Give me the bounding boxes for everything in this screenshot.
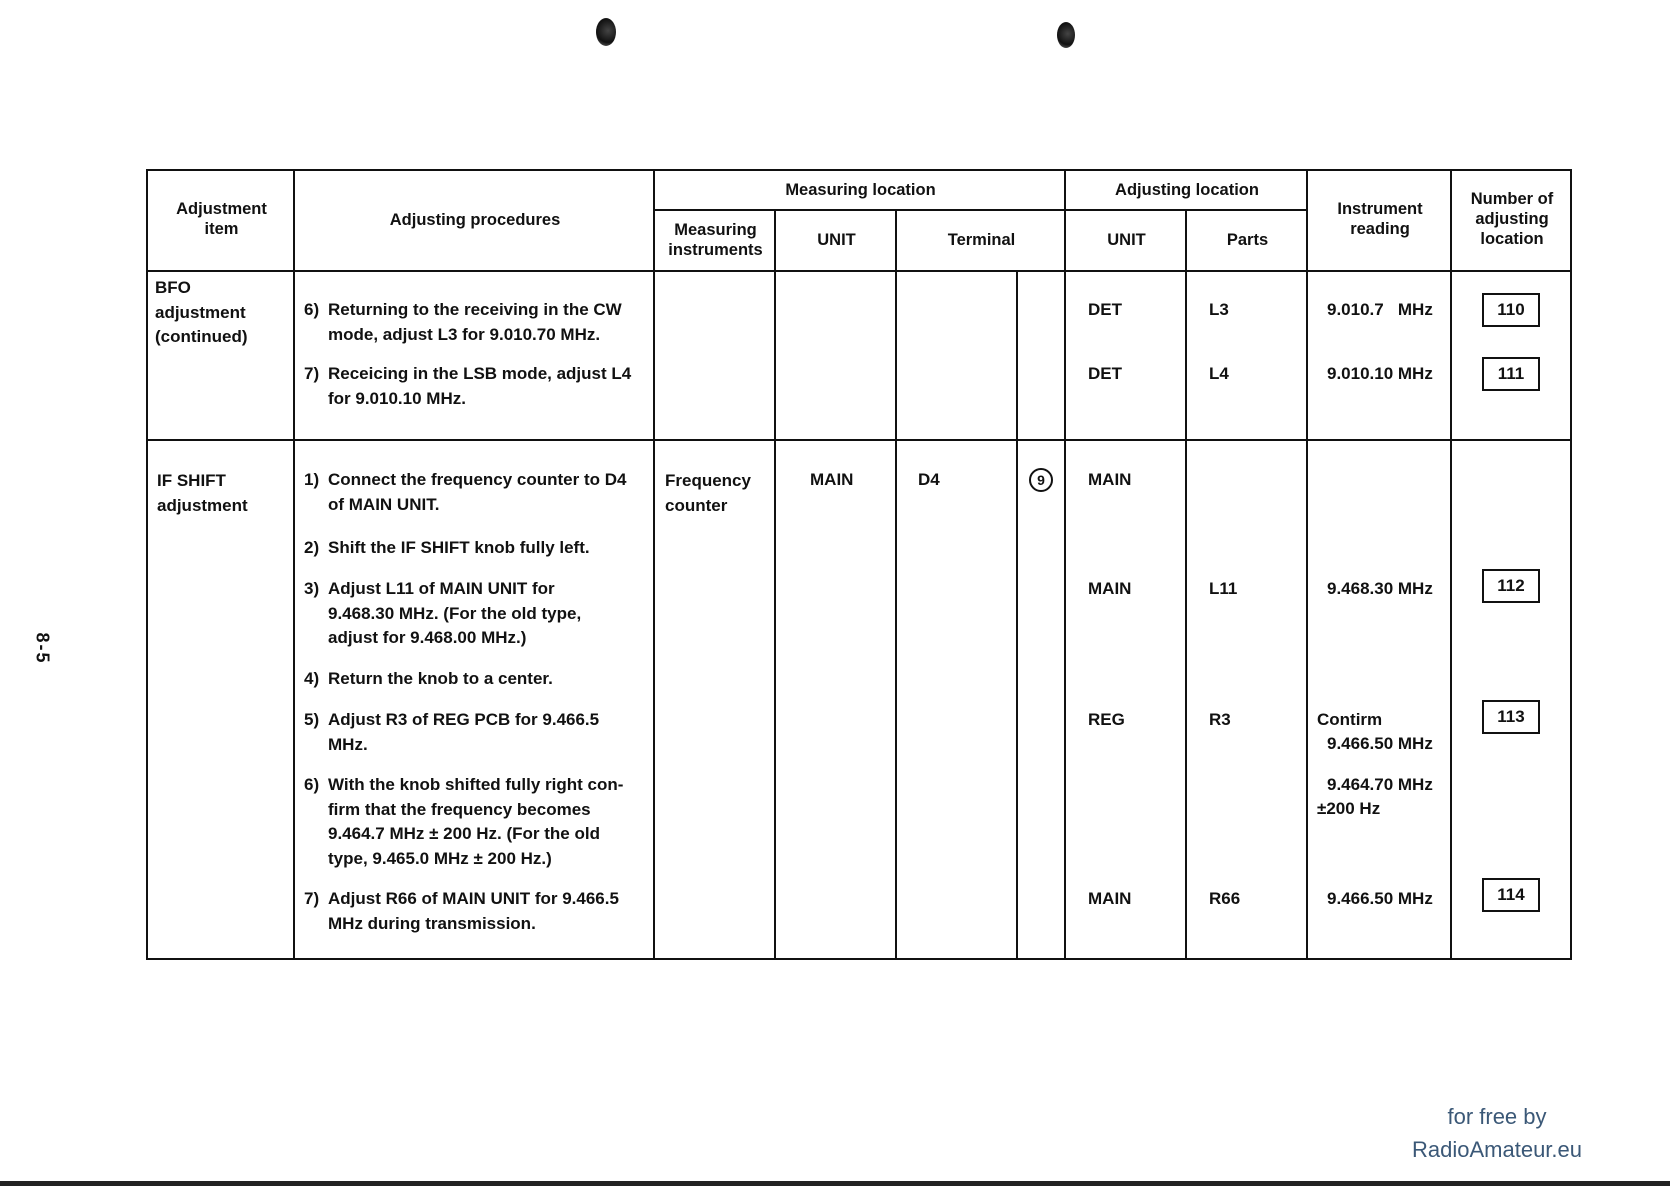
instrument-reading: 9.464.70 MHz	[1327, 775, 1433, 794]
instrument-reading: 9.468.30 MHz	[1327, 579, 1433, 598]
instrument-reading: 9.010.10 MHz	[1327, 364, 1433, 383]
step-text: Adjust L11 of MAIN UNIT for 9.468.30 MHz. (For the old type, adjust for 9.468.00 MHz.)	[328, 579, 582, 647]
adjusting-unit: DET	[1088, 364, 1122, 383]
step-number: 6)	[304, 300, 320, 319]
step-number: 5)	[304, 710, 320, 729]
watermark	[1412, 1100, 1582, 1166]
adjusting-unit: MAIN	[1088, 470, 1132, 489]
terminal-id: D4	[918, 470, 940, 489]
step-text: Shift the IF SHIFT knob fully left.	[328, 538, 590, 557]
bfo-item-label: BFO adjustment (continued)	[155, 278, 248, 346]
ifshift-item-label: IF SHIFT adjustment	[157, 471, 248, 515]
step-text: Return the knob to a center.	[328, 669, 553, 688]
step-number: 7)	[304, 889, 320, 908]
part-id: L11	[1209, 579, 1238, 598]
step-number: 4)	[304, 669, 320, 688]
footer-bar	[0, 1181, 1670, 1186]
step-number: 1)	[304, 470, 320, 489]
location-number-box: 111	[1482, 357, 1540, 391]
adjusting-unit: REG	[1088, 710, 1125, 729]
adjusting-unit: MAIN	[1088, 579, 1132, 598]
step-text: With the knob shifted fully right con- firm that the frequency becomes 9.464.7 MHz ± 200 Hz. (For the old type, 9.465.0 MHz ± 200 Hz.)	[328, 775, 624, 868]
part-id: R3	[1209, 710, 1231, 729]
header-adjusting-unit: UNIT	[1107, 231, 1146, 249]
instrument-reading: 9.466.50 MHz	[1327, 734, 1433, 753]
header-adjustment-item: Adjustment item	[176, 200, 267, 238]
measuring-unit: MAIN	[810, 470, 854, 489]
header-instrument-reading: Instrument reading	[1337, 200, 1423, 238]
part-id: R66	[1209, 889, 1241, 908]
step-text: Adjust R3 of REG PCB for 9.466.5 MHz.	[328, 710, 600, 754]
step-number: 7)	[304, 364, 320, 383]
instrument-reading: 9.466.50 MHz	[1327, 889, 1433, 908]
part-id: L3	[1209, 300, 1229, 319]
header-terminal: Terminal	[947, 231, 1016, 249]
step-text: Adjust R66 of MAIN UNIT for 9.466.5 MHz during transmission.	[328, 889, 619, 933]
location-number-box: 113	[1482, 700, 1540, 734]
header-measuring-instruments: Measuring instruments	[668, 221, 763, 259]
location-number-box: 112	[1482, 569, 1540, 603]
header-number-of-location: Number of adjusting location	[1470, 190, 1554, 248]
watermark-line2: RadioAmateur.eu	[1412, 1137, 1582, 1162]
instrument-reading-tolerance: ±200 Hz	[1317, 799, 1381, 818]
location-number-box: 110	[1482, 293, 1540, 327]
step-number: 3)	[304, 579, 320, 598]
instrument-reading-note: Contirm	[1317, 710, 1383, 729]
adjusting-unit: MAIN	[1088, 889, 1132, 908]
step-number: 6)	[304, 775, 320, 794]
step-text: Returning to the receiving in the CW mode, adjust L3 for 9.010.70 MHz.	[328, 300, 622, 344]
step-text: Receicing in the LSB mode, adjust L4 for 9.010.10 MHz.	[328, 364, 632, 408]
page-number: 8-5	[32, 632, 53, 665]
terminal-marker: 9	[1029, 468, 1053, 492]
instrument-reading: 9.010.7 MHz	[1327, 300, 1433, 319]
part-id: L4	[1209, 364, 1229, 383]
header-measuring-unit: UNIT	[817, 231, 856, 249]
location-number-box: 114	[1482, 878, 1540, 912]
step-text: Connect the frequency counter to D4 of MAIN UNIT.	[328, 470, 627, 514]
watermark-line1: for free by	[1447, 1104, 1547, 1129]
header-adjusting-procedures: Adjusting procedures	[389, 211, 561, 229]
header-adjusting-location: Adjusting location	[1115, 181, 1259, 199]
adjusting-unit: DET	[1088, 300, 1122, 319]
step-number: 2)	[304, 538, 320, 557]
header-measuring-location: Measuring location	[785, 181, 936, 199]
header-parts: Parts	[1226, 231, 1269, 249]
measuring-instrument: Frequency counter	[665, 471, 751, 515]
